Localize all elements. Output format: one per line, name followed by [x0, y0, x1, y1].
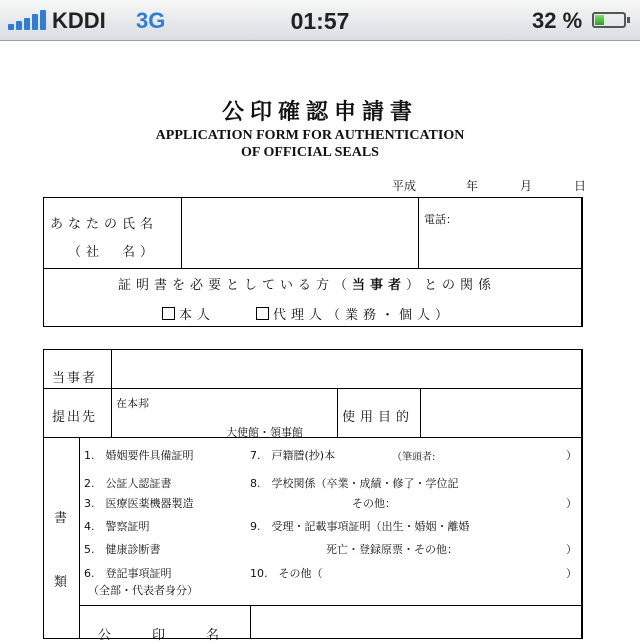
doc-item-7: 7. 戸籍謄(抄)本 — [250, 449, 336, 462]
doc-item-1: 1. 婚姻要件具備証明 — [84, 449, 194, 462]
submit-to-label: 提出先 — [52, 410, 98, 425]
date-month: 月 — [520, 179, 533, 193]
doc-item-7-sub: （筆頭者: — [392, 452, 436, 463]
date-day: 日 — [574, 179, 587, 193]
doc-item-8-other: その他： — [352, 497, 396, 510]
form-title-en — [0, 127, 620, 161]
doc-item-2: 2. 公証人認証書 — [84, 477, 172, 490]
doc-item-10-close: ） — [566, 567, 577, 580]
date-era: 平成 — [392, 179, 417, 193]
option-agent[interactable]: 代理人（業務・個人） — [256, 304, 453, 323]
doc-item-7-close: ） — [566, 449, 577, 462]
clock: 01:57 — [290, 8, 350, 34]
doc-item-10: 10. その他（ — [250, 567, 323, 580]
doc-item-9: 9. 受理・記載事項証明（出生・婚姻・離婚 — [250, 520, 470, 533]
doc-item-6-sub: （全部・代表者身分） — [88, 584, 198, 597]
doc-type-label-1: 書 — [54, 511, 68, 526]
doc-item-9-close: ） — [566, 543, 577, 556]
doc-item-8: 8. 学校関係（卒業・成績・修了・学位記 — [250, 477, 459, 490]
checkbox-icon[interactable] — [256, 307, 269, 320]
doc-item-4: 4. 警察証明 — [84, 520, 150, 533]
embassy-label: 大使館・領事館 — [226, 426, 303, 439]
name-label: あなたの氏名 — [50, 217, 159, 232]
option-self[interactable]: 本人 — [162, 304, 215, 323]
doc-item-6: 6. 登記事項証明 — [84, 567, 172, 580]
form-title-en-line1: APPLICATION FORM FOR AUTHENTICATION — [155, 128, 465, 143]
document-page[interactable] — [0, 41, 640, 643]
relation-label: 証明書を必要としている方（当事者）との関係 — [118, 278, 497, 293]
phone-label: 電話： — [424, 213, 457, 226]
form-title-jp: 公印確認申請書 — [221, 100, 418, 125]
form-title-en-line2: OF OFFICIAL SEALS — [241, 145, 379, 160]
network-type: 3G — [136, 8, 166, 33]
carrier-name: KDDI — [52, 8, 106, 33]
status-bar — [0, 0, 640, 41]
date-year: 年 — [466, 179, 479, 193]
party-label: 当事者 — [52, 371, 98, 386]
checkbox-icon[interactable] — [162, 307, 175, 320]
doc-type-label-2: 類 — [54, 575, 68, 590]
partial-row-label: 公 印 名 — [98, 628, 225, 643]
battery-percent: 32 % — [532, 8, 583, 33]
purpose-label: 使用目的 — [342, 410, 415, 425]
doc-item-9-sub: 死亡・登録原票・その他： — [326, 543, 458, 556]
doc-item-3: 3. 医療医薬機器製造 — [84, 497, 194, 510]
battery-icon — [592, 12, 626, 28]
doc-item-8-close: ） — [566, 497, 577, 510]
doc-item-5: 5. 健康診断書 — [84, 543, 161, 556]
company-label: （社 名） — [68, 245, 159, 260]
submit-to-sub: 在本邦 — [116, 397, 149, 410]
